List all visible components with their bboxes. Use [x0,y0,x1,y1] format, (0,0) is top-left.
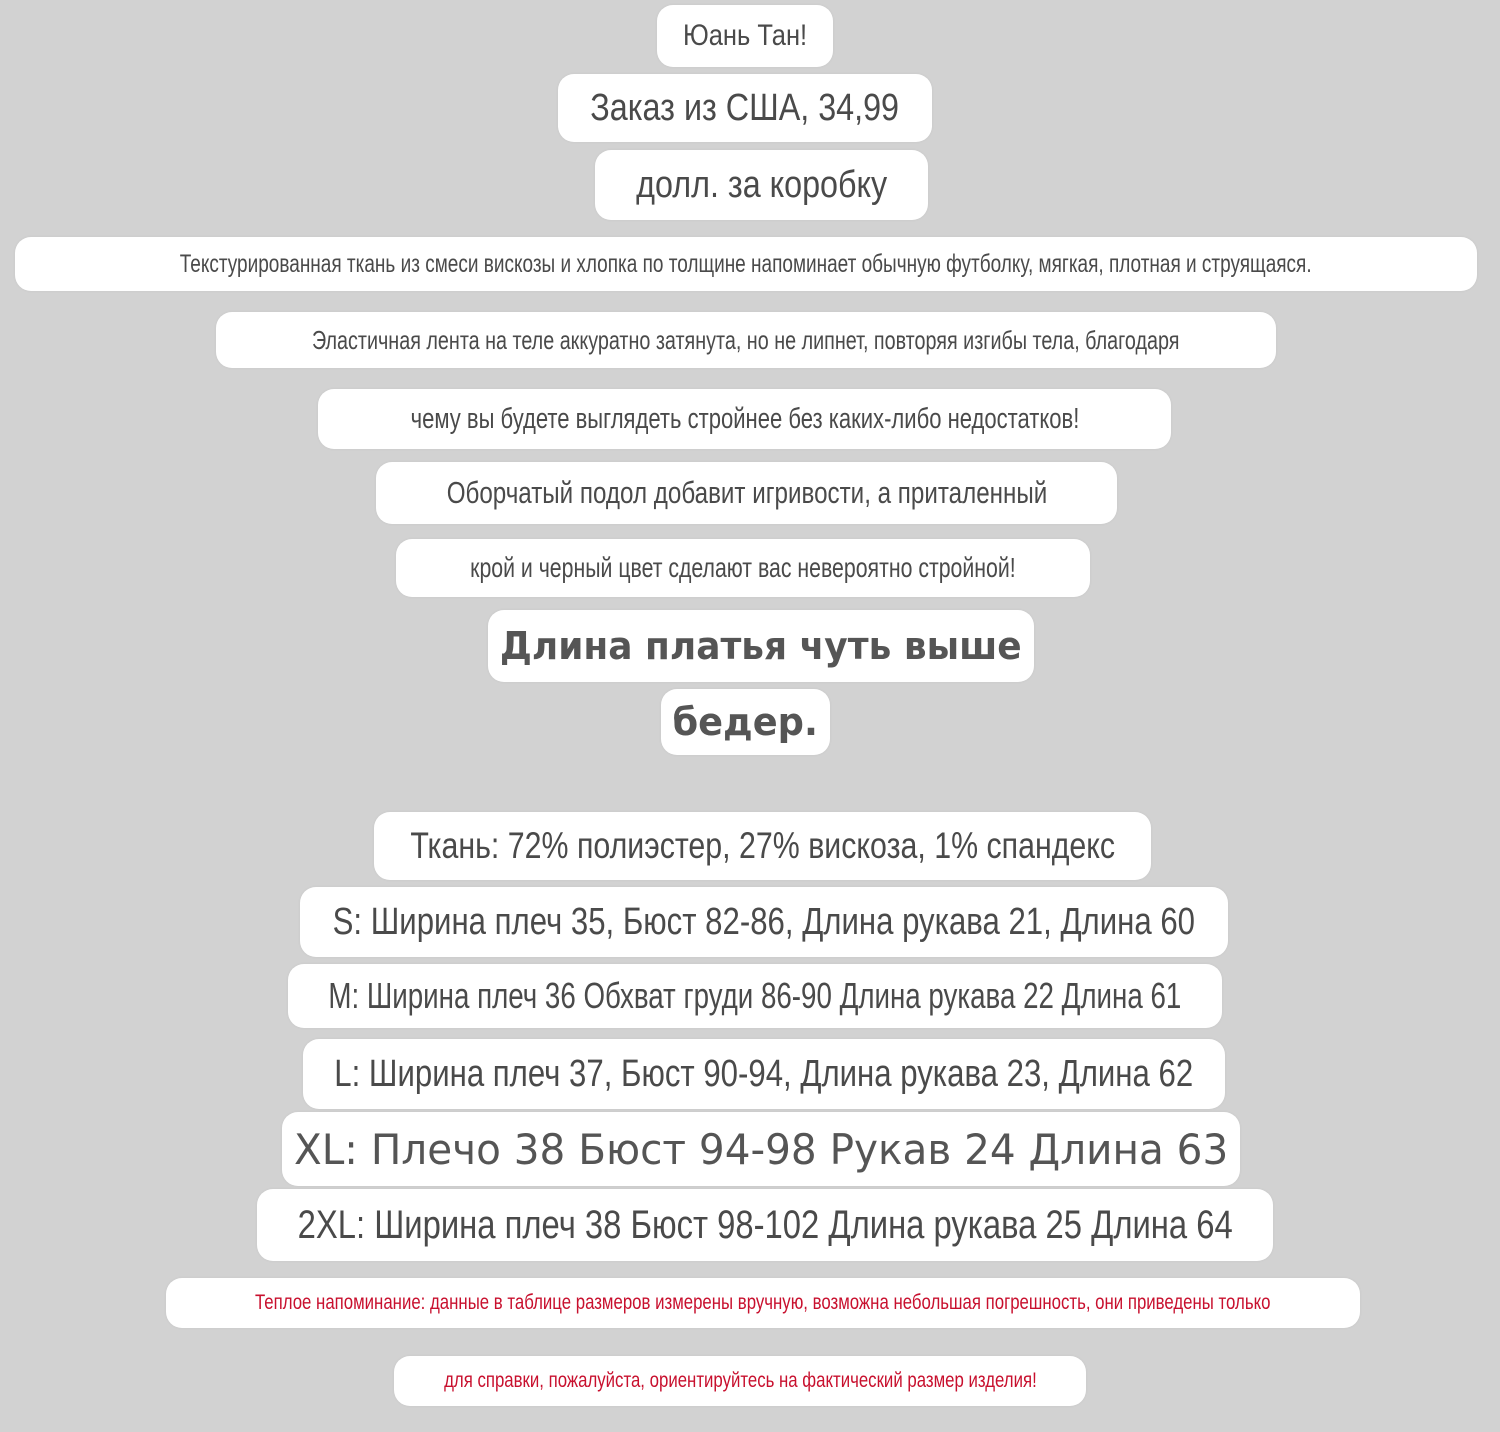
reminder-label-line-2 [394,1356,1086,1406]
composition-label [374,812,1151,880]
size-2xl-label [257,1189,1273,1261]
length-label-line-2 [661,689,830,755]
hem-text-line-1: Оборчатый подол добавит игривости, а приталенный [446,475,1047,510]
reminder-text-line-2: для справки, пожалуйста, ориентируйтесь на фактический размер изделия! [443,1369,1037,1392]
price-text-line-1: Заказ из США, 34,99 [590,86,900,129]
greeting-text: Юань Тан! [682,19,808,52]
greeting-label [657,5,833,67]
fabric-description-label [15,237,1477,291]
composition-text: Ткань: 72% полиэстер, 27% вискоза, 1% спандекс [410,825,1115,866]
price-text-line-2: долл. за коробку [635,163,888,206]
length-text-line-1: Длина платья чуть выше [500,624,1022,668]
elastic-label-line-1 [216,312,1276,368]
size-l-label [303,1039,1225,1109]
elastic-label-line-2 [318,389,1171,449]
size-l-text: L: Ширина плеч 37, Бюст 90-94, Длина рукава 23, Длина 62 [334,1052,1194,1095]
hem-label-line-2 [396,539,1090,597]
reminder-label-line-1 [166,1278,1360,1328]
size-m-label [288,964,1222,1028]
size-s-label [300,887,1228,957]
elastic-text-line-1: Эластичная лента на теле аккуратно затянута, но не липнет, повторяя изгибы тела, благодаря [312,324,1180,355]
reminder-text-line-1: Теплое напоминание: данные в таблице размеров измерены вручную, возможна небольшая погрешность, они приведены только [255,1291,1271,1314]
size-xl-label [282,1112,1240,1186]
hem-text-line-2: крой и черный цвет сделают вас невероятно стройной! [470,552,1016,583]
hem-label-line-1 [376,462,1117,524]
price-label-line-2 [595,150,928,220]
fabric-description-text: Текстурированная ткань из смеси вискозы и хлопка по толщине напоминает обычную футболку, мягкая, плотная и струящаяся. [180,249,1312,278]
price-label-line-1 [558,74,932,142]
elastic-text-line-2: чему вы будете выглядеть стройнее без каких-либо недостатков! [410,402,1079,435]
size-xl-text: XL: Плечо 38 Бюст 94-98 Рукав 24 Длина 63 [293,1124,1229,1174]
length-text-line-2: бедер. [672,700,819,744]
size-2xl-text: 2XL: Ширина плеч 38 Бюст 98-102 Длина рукава 25 Длина 64 [297,1202,1233,1247]
size-m-text: M: Ширина плеч 36 Обхват груди 86-90 Длина рукава 22 Длина 61 [328,975,1182,1016]
length-label-line-1 [488,610,1034,682]
size-s-text: S: Ширина плеч 35, Бюст 82-86, Длина рукава 21, Длина 60 [332,900,1196,943]
